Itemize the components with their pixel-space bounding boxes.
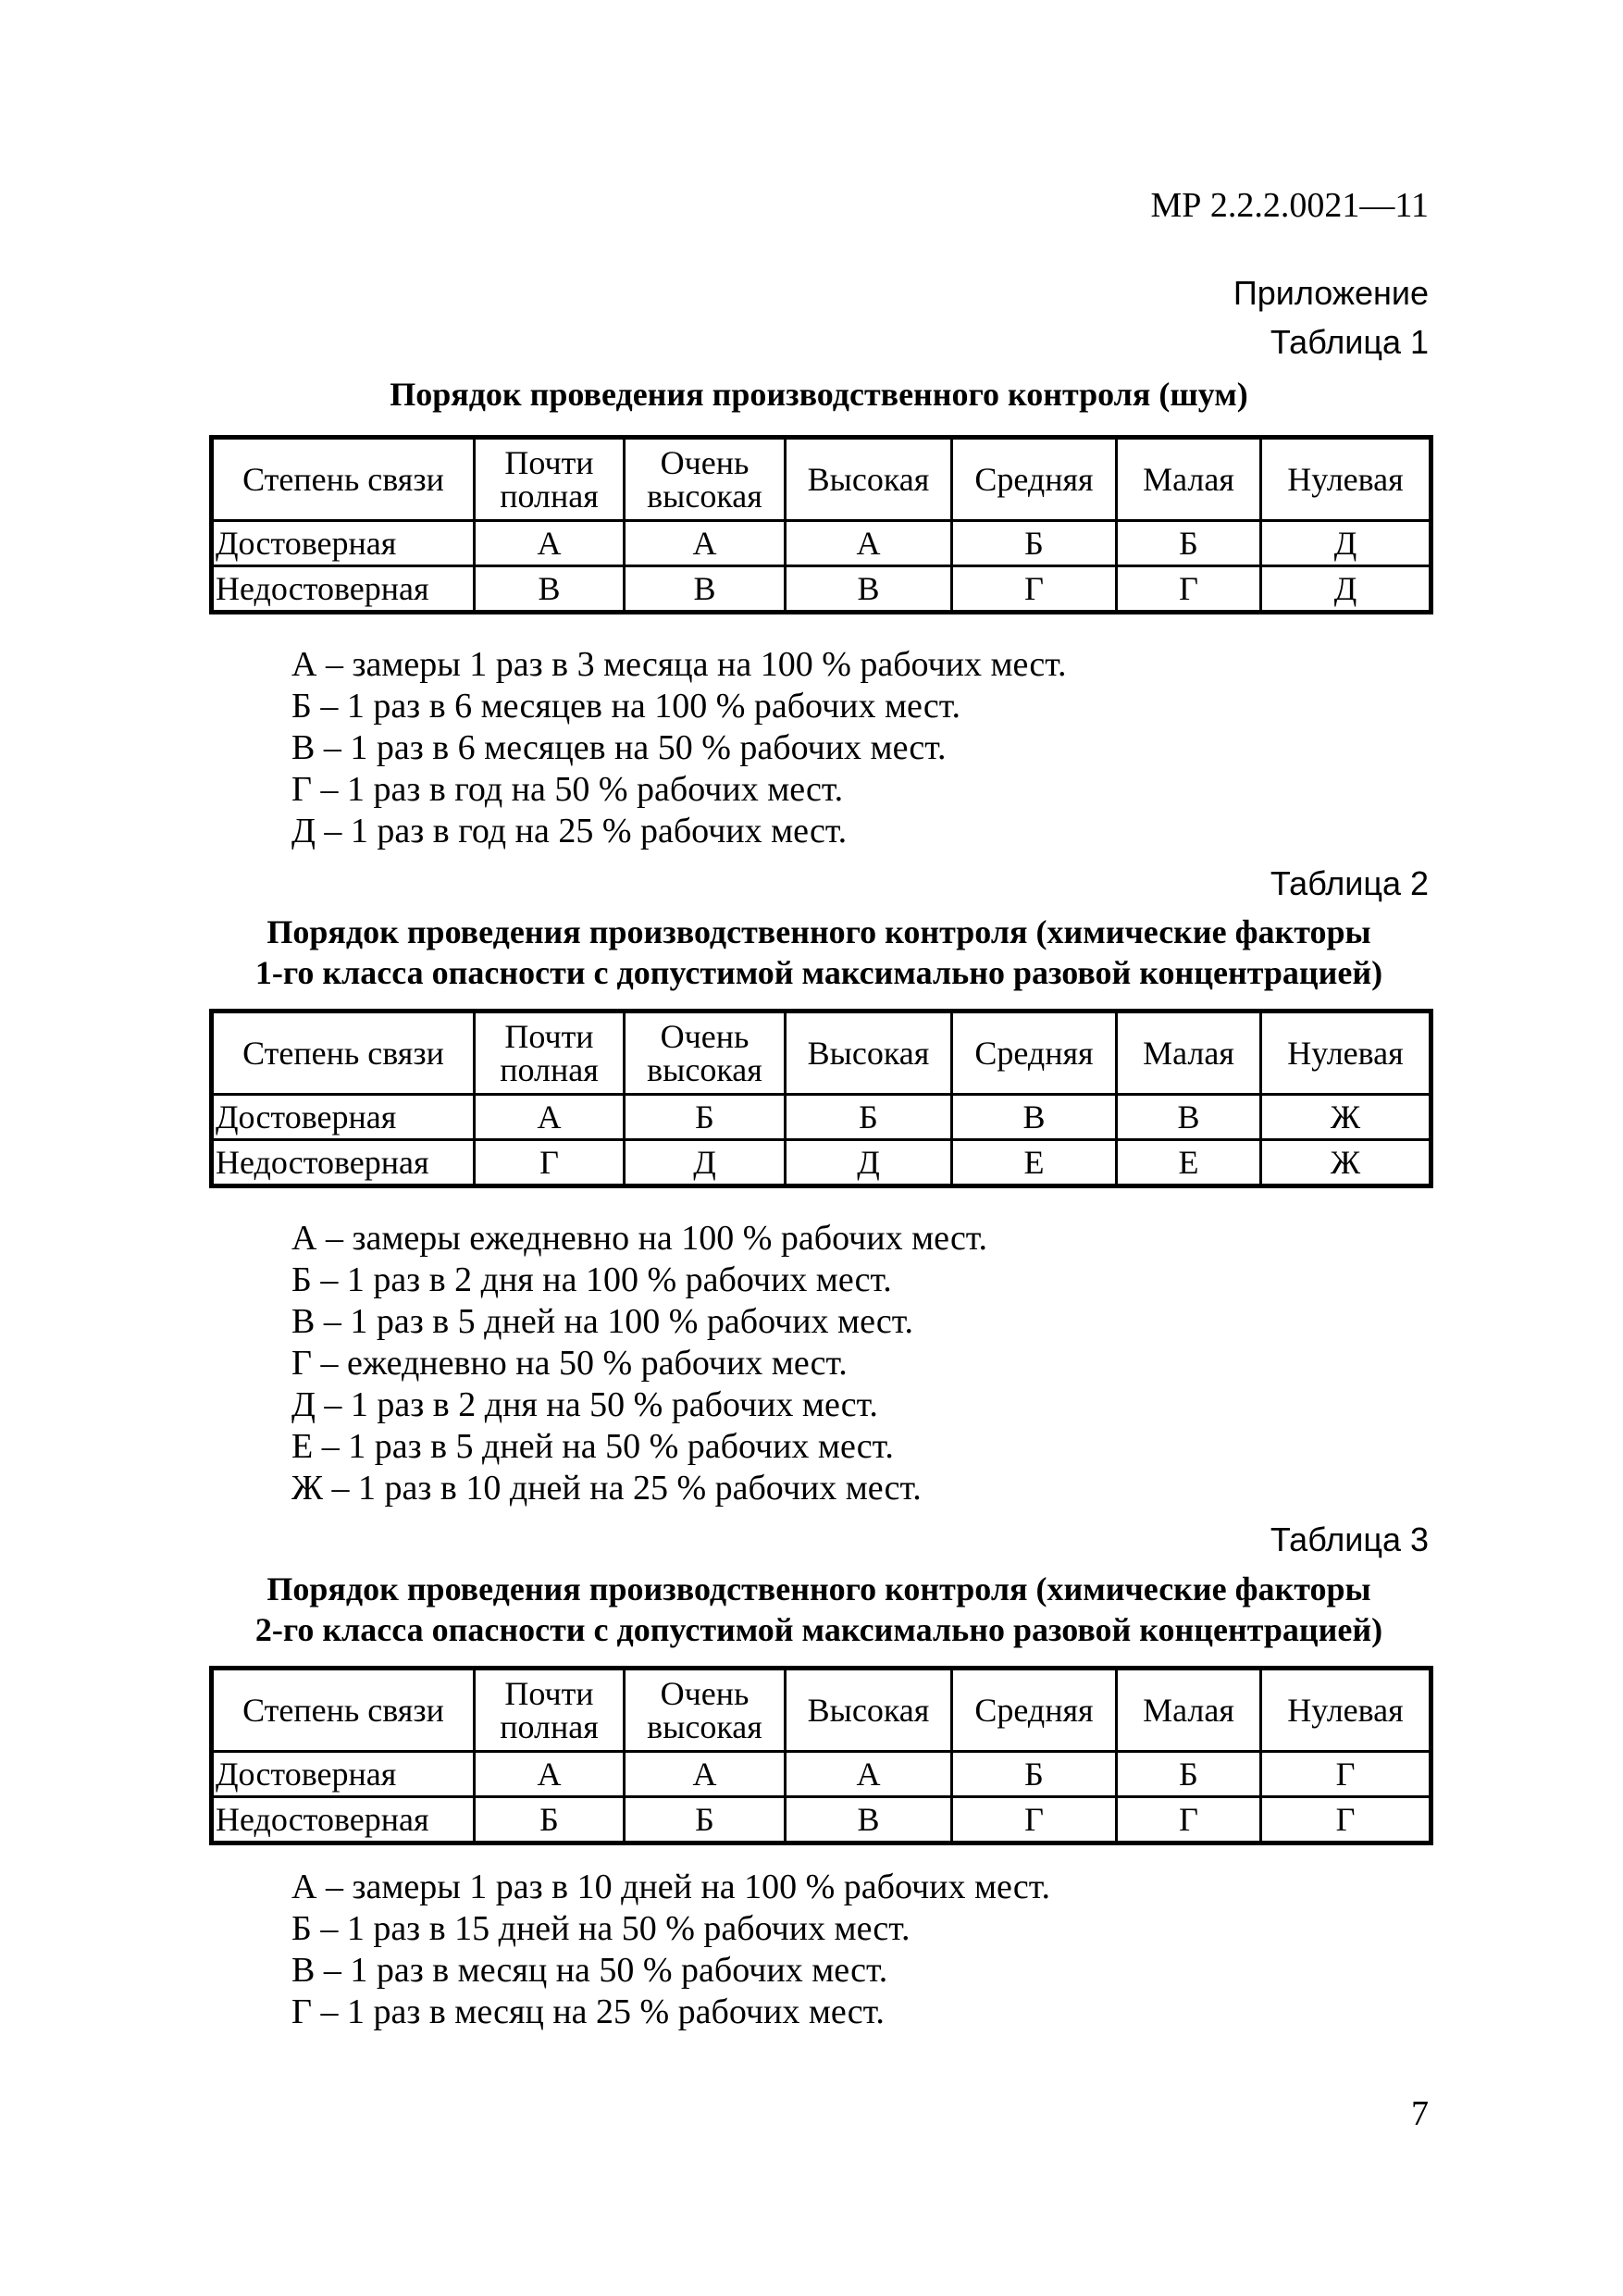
- table-3-caption: [209, 1569, 1429, 1650]
- col-header: Нулевая: [1261, 1669, 1431, 1752]
- caption-line: 2-го класса опасности с допустимой максимально разовой концентрацией): [254, 1611, 1383, 1648]
- table-2-label: Таблица 2: [1270, 864, 1429, 902]
- note-line: Д – 1 раз в 2 дня на 50 % рабочих мест.: [291, 1385, 878, 1424]
- row-label: Недостоверная: [212, 566, 475, 613]
- cell: В: [952, 1095, 1117, 1140]
- page-number: 7: [1411, 2094, 1429, 2133]
- cell: Б: [625, 1797, 786, 1843]
- col-header: Почти полная: [475, 438, 625, 521]
- note-line: Д – 1 раз в год на 25 % рабочих мест.: [291, 812, 848, 850]
- appendix-label: Приложение: [1233, 274, 1429, 312]
- table-1-caption: [209, 374, 1429, 415]
- table-3-notes: [291, 1867, 1050, 2033]
- cell: Е: [952, 1140, 1117, 1186]
- table-1-notes: [291, 644, 1066, 852]
- cell: Г: [1117, 1797, 1261, 1843]
- table-row: [212, 1752, 1431, 1797]
- cell: Д: [625, 1140, 786, 1186]
- cell: Б: [625, 1095, 786, 1140]
- cell: А: [625, 521, 786, 566]
- table-1-label: Таблица 1: [1270, 323, 1429, 361]
- caption-line: Порядок проведения производственного контроля (шум): [390, 376, 1248, 413]
- cell: В: [475, 566, 625, 613]
- cell: Д: [786, 1140, 952, 1186]
- header-row: [212, 1669, 1431, 1752]
- table-row: [212, 566, 1431, 613]
- table-row: [212, 1095, 1431, 1140]
- note-line: Б – 1 раз в 6 месяцев на 100 % рабочих мест.: [291, 687, 960, 726]
- col-header: Малая: [1117, 438, 1261, 521]
- caption-line: Порядок проведения производственного контроля (химические факторы: [266, 1570, 1371, 1607]
- cell: А: [475, 1095, 625, 1140]
- col-header: Степень связи: [212, 438, 475, 521]
- cell: Б: [952, 521, 1117, 566]
- note-line: Б – 1 раз в 15 дней на 50 % рабочих мест.: [291, 1909, 911, 1948]
- table-2-grid: [209, 1009, 1433, 1188]
- note-line: Ж – 1 раз в 10 дней на 25 % рабочих мест.: [291, 1469, 922, 1508]
- table-1-grid: [209, 435, 1433, 614]
- cell: Г: [1261, 1797, 1431, 1843]
- note-line: А – замеры ежедневно на 100 % рабочих мест.: [291, 1219, 988, 1258]
- table-3: [209, 1666, 1429, 1845]
- col-header: Степень связи: [212, 1011, 475, 1095]
- col-header: Почти полная: [475, 1011, 625, 1095]
- note-line: Г – 1 раз в год на 50 % рабочих мест.: [291, 770, 844, 809]
- cell: Г: [952, 1797, 1117, 1843]
- col-header: Высокая: [786, 1011, 952, 1095]
- note-line: В – 1 раз в месяц на 50 % рабочих мест.: [291, 1951, 888, 1990]
- cell: Ж: [1261, 1140, 1431, 1186]
- cell: А: [786, 521, 952, 566]
- cell: Б: [1117, 1752, 1261, 1797]
- cell: А: [625, 1752, 786, 1797]
- table-2-caption: [209, 912, 1429, 993]
- header-row: [212, 1011, 1431, 1095]
- row-label: Достоверная: [212, 1752, 475, 1797]
- cell: Г: [475, 1140, 625, 1186]
- row-label: Достоверная: [212, 521, 475, 566]
- table-2-notes: [291, 1218, 987, 1509]
- table-2: [209, 1009, 1429, 1188]
- table-row: [212, 1797, 1431, 1843]
- cell: Г: [1261, 1752, 1431, 1797]
- cell: В: [1117, 1095, 1261, 1140]
- row-label: Достоверная: [212, 1095, 475, 1140]
- caption-line: Порядок проведения производственного контроля (химические факторы: [266, 913, 1371, 950]
- col-header: Очень высокая: [625, 438, 786, 521]
- note-line: Б – 1 раз в 2 дня на 100 % рабочих мест.: [291, 1260, 892, 1299]
- col-header: Малая: [1117, 1669, 1261, 1752]
- col-header: Почти полная: [475, 1669, 625, 1752]
- table-3-label: Таблица 3: [1270, 1520, 1429, 1558]
- cell: Д: [1261, 566, 1431, 613]
- note-line: А – замеры 1 раз в 3 месяца на 100 % рабочих мест.: [291, 645, 1067, 684]
- table-row: [212, 1140, 1431, 1186]
- row-label: Недостоверная: [212, 1797, 475, 1843]
- note-line: В – 1 раз в 5 дней на 100 % рабочих мест.: [291, 1302, 914, 1341]
- cell: Г: [1117, 566, 1261, 613]
- table-1: [209, 435, 1429, 614]
- col-header: Высокая: [786, 1669, 952, 1752]
- col-header: Средняя: [952, 1011, 1117, 1095]
- col-header: Высокая: [786, 438, 952, 521]
- col-header: Средняя: [952, 1669, 1117, 1752]
- cell: Б: [1117, 521, 1261, 566]
- note-line: А – замеры 1 раз в 10 дней на 100 % рабочих мест.: [291, 1868, 1050, 1906]
- row-label: Недостоверная: [212, 1140, 475, 1186]
- cell: Г: [952, 566, 1117, 613]
- col-header: Средняя: [952, 438, 1117, 521]
- col-header: Малая: [1117, 1011, 1261, 1095]
- cell: В: [786, 566, 952, 613]
- cell: Д: [1261, 521, 1431, 566]
- cell: Б: [952, 1752, 1117, 1797]
- note-line: В – 1 раз в 6 месяцев на 50 % рабочих мест.: [291, 728, 947, 767]
- note-line: Г – ежедневно на 50 % рабочих мест.: [291, 1344, 848, 1383]
- caption-line: 1-го класса опасности с допустимой максимально разовой концентрацией): [254, 954, 1383, 991]
- note-line: Е – 1 раз в 5 дней на 50 % рабочих мест.: [291, 1427, 894, 1466]
- document-code: МР 2.2.2.0021—11: [1150, 186, 1429, 225]
- cell: Ж: [1261, 1095, 1431, 1140]
- cell: А: [475, 521, 625, 566]
- cell: А: [786, 1752, 952, 1797]
- cell: В: [786, 1797, 952, 1843]
- col-header: Нулевая: [1261, 438, 1431, 521]
- cell: Б: [786, 1095, 952, 1140]
- cell: В: [625, 566, 786, 613]
- cell: Е: [1117, 1140, 1261, 1186]
- col-header: Степень связи: [212, 1669, 475, 1752]
- note-line: Г – 1 раз в месяц на 25 % рабочих мест.: [291, 1992, 885, 2031]
- table-3-grid: [209, 1666, 1433, 1845]
- header-row: [212, 438, 1431, 521]
- cell: Б: [475, 1797, 625, 1843]
- col-header: Очень высокая: [625, 1011, 786, 1095]
- table-row: [212, 521, 1431, 566]
- cell: А: [475, 1752, 625, 1797]
- col-header: Нулевая: [1261, 1011, 1431, 1095]
- col-header: Очень высокая: [625, 1669, 786, 1752]
